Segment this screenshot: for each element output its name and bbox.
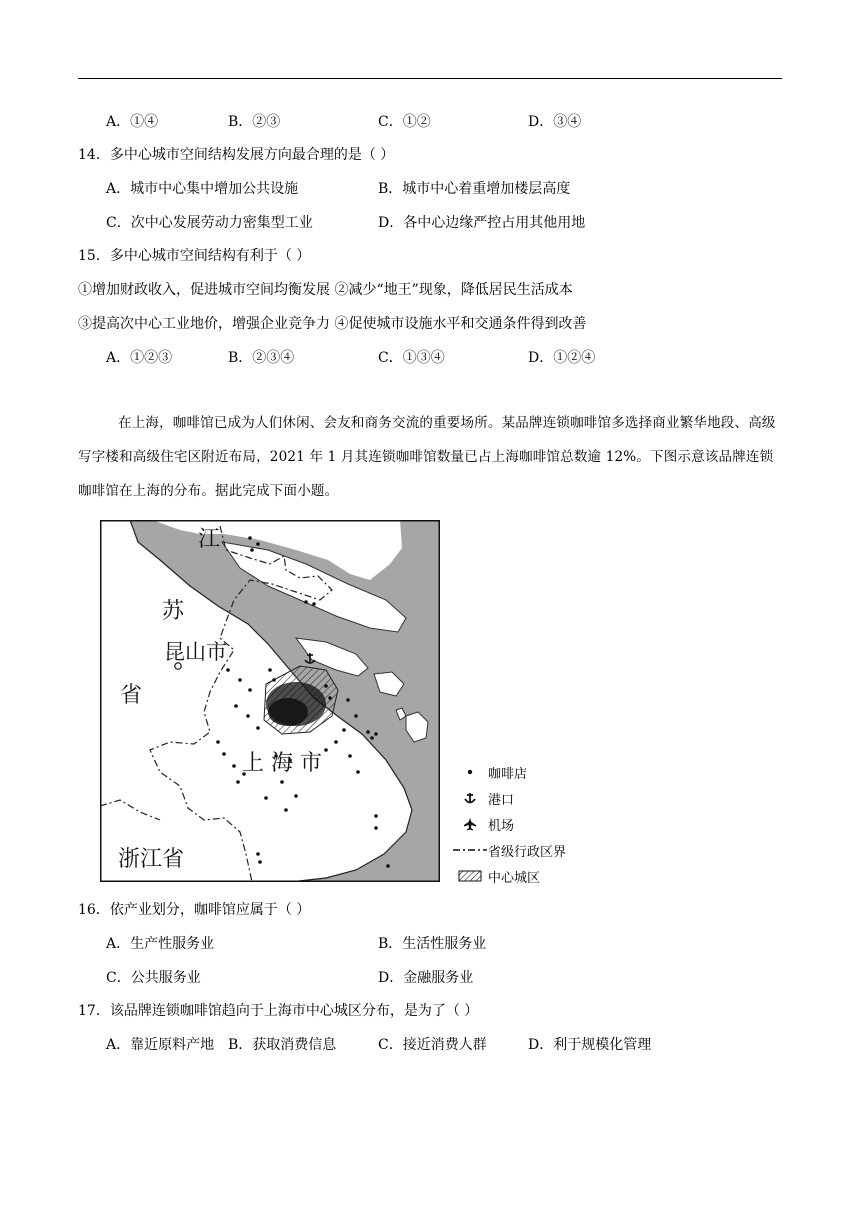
legend-cafe <box>452 762 527 782</box>
label-shanghai: 上 海 市 <box>242 751 322 776</box>
q16-option-b[interactable]: B．生活性服务业 <box>378 936 487 952</box>
q16-stem: 16．依产业划分，咖啡馆应属于（ ） <box>78 902 311 918</box>
legend-port <box>452 788 514 808</box>
q16-option-c[interactable]: C．公共服务业 <box>106 970 201 986</box>
q15-statement-1: ①增加财政收入，促进城市空间均衡发展 ②减少“地王”现象，降低居民生活成本 <box>78 282 573 298</box>
legend-cafe-label: 咖啡店 <box>488 766 528 782</box>
label-zhejiang: 浙江省 <box>118 847 185 872</box>
hatched-box-icon <box>452 866 488 886</box>
q13-option-c[interactable]: C．①② <box>378 114 431 130</box>
q14-option-b[interactable]: B．城市中心着重增加楼层高度 <box>378 181 571 197</box>
q15-option-a[interactable]: A．①②③ <box>106 350 173 366</box>
legend-airport-label: 机场 <box>488 818 515 834</box>
label-sheng: 省 <box>120 683 143 708</box>
dash-dot-line-icon <box>452 840 488 860</box>
q16-option-d[interactable]: D．金融服务业 <box>378 970 474 986</box>
legend-boundary <box>452 840 566 860</box>
header-rule <box>78 78 782 79</box>
anchor-icon <box>452 788 488 808</box>
legend-boundary-label: 省级行政区界 <box>488 844 567 860</box>
q13-option-a[interactable]: A．①④ <box>106 114 159 130</box>
q17-option-a[interactable]: A．靠近原料产地 <box>106 1037 215 1053</box>
q15-stem: 15．多中心城市空间结构有利于（ ） <box>78 248 311 264</box>
shanghai-cafe-map <box>100 520 440 882</box>
q17-option-b[interactable]: B．获取消费信息 <box>228 1037 337 1053</box>
q14-option-c[interactable]: C．次中心发展劳动力密集型工业 <box>106 215 313 231</box>
q14-option-d[interactable]: D．各中心边缘严控占用其他用地 <box>378 215 586 231</box>
legend-urban-label: 中心城区 <box>488 870 541 886</box>
q15-statement-2: ③提高次中心工业地价，增强企业竞争力 ④促使城市设施水平和交通条件得到改善 <box>78 316 587 332</box>
label-kunshan: 昆山市 <box>164 640 227 664</box>
q17-option-d[interactable]: D．利于规模化管理 <box>528 1037 652 1053</box>
cafe-cluster <box>266 682 326 726</box>
label-su: 苏 <box>162 599 185 624</box>
reading-passage: 在上海，咖啡馆已成为人们休闲、会友和商务交流的重要场所。某品牌连锁咖啡馆多选择商业繁华地段、高级写字楼和高级住宅区附近布局，2021 年 1 月其连锁咖啡馆数量已占上海咖啡馆总数逾 12%。下图示意该品牌连锁咖啡馆在上海的分布。据此完成下面小题。 <box>78 415 776 499</box>
q15-option-d[interactable]: D．①②④ <box>528 350 596 366</box>
q15-option-b[interactable]: B．②③④ <box>228 350 295 366</box>
q17-stem: 17．该品牌连锁咖啡馆趋向于上海市中心城区分布，是为了（ ） <box>78 1003 479 1019</box>
q13-option-b[interactable]: B．②③ <box>228 114 281 130</box>
q14-stem: 14．多中心城市空间结构发展方向最合理的是（ ） <box>78 147 395 163</box>
legend-port-label: 港口 <box>488 792 515 808</box>
q14-option-a[interactable]: A．城市中心集中增加公共设施 <box>106 181 299 197</box>
label-jiang: 江 <box>198 527 221 552</box>
cafe-dot-icon <box>452 762 488 782</box>
q13-option-d[interactable]: D．③④ <box>528 114 582 130</box>
legend-airport <box>452 814 514 834</box>
q15-option-c[interactable]: C．①③④ <box>378 350 445 366</box>
q17-option-c[interactable]: C．接近消费人群 <box>378 1037 487 1053</box>
map-graphic <box>100 520 440 882</box>
legend-urban <box>452 866 540 886</box>
airplane-icon <box>452 814 488 834</box>
q16-option-a[interactable]: A．生产性服务业 <box>106 936 215 952</box>
